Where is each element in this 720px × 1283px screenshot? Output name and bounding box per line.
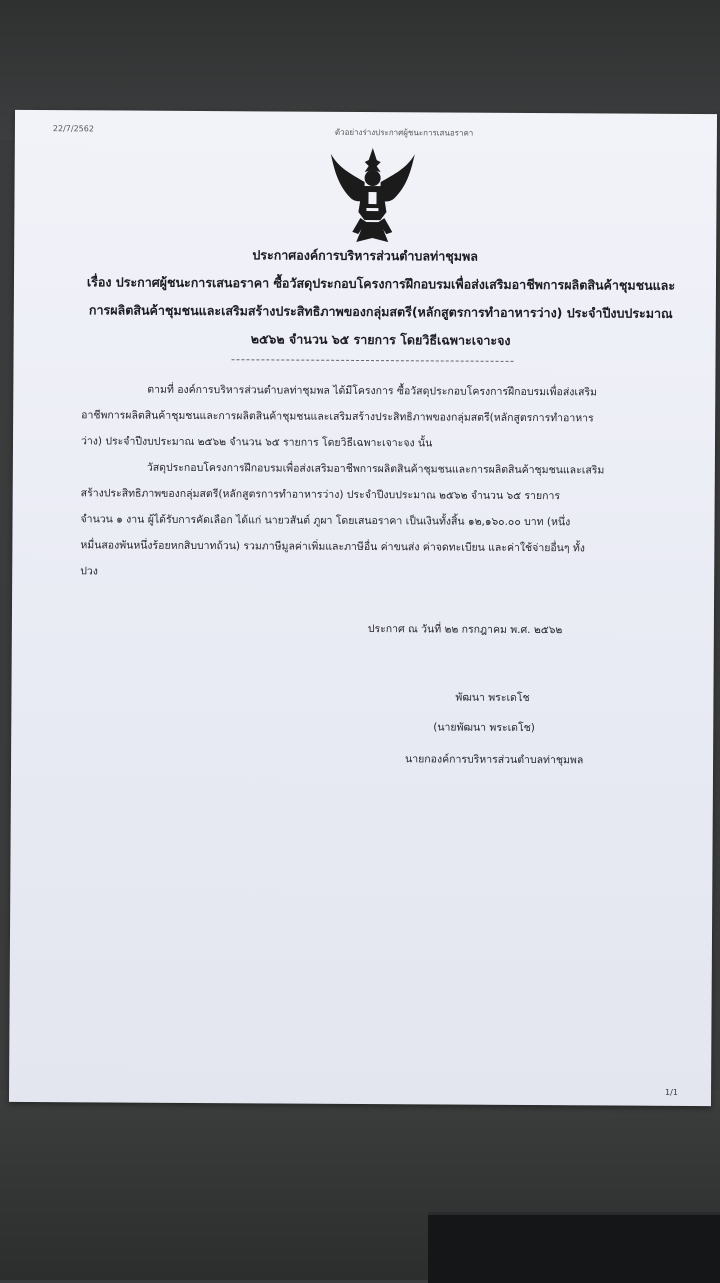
document-page [9, 110, 717, 1106]
announce-date: ประกาศ ณ วันที่ ๒๒ กรกฎาคม พ.ศ. ๒๕๖๒ [367, 623, 563, 637]
signer-position: นายกองค์การบริหารส่วนตำบลท่าชุมพล [405, 753, 584, 767]
subject-line-3: ๒๕๖๒ จำนวน ๖๕ รายการ โดยวิธีเฉพาะเจาะจง [250, 331, 511, 348]
dark-object [428, 1212, 720, 1283]
paragraph2-line-3: จำนวน ๑ งาน ผู้ได้รับการคัดเลือก ได้แก่ นายวสันต์ ภูผา โดยเสนอราคา เป็นเงินทั้งสิ้น ๑๒,๑๖๐.๐๐ บาท (หนึ่ง [80, 513, 571, 529]
paragraph1-line-3: ว่าง) ประจำปีงบประมาณ ๒๕๖๒ จำนวน ๖๕ รายการ โดยวิธีเฉพาะเจาะจง นั้น [80, 435, 433, 450]
subject-line-2: การผลิตสินค้าชุมชนและเสริมสร้างประสิทธิภาพของกลุ่มสตรี(หลักสูตรการทำอาหารว่าง) ประจำปีงบประมาณ [88, 302, 673, 321]
paragraph2-line-4: หมื่นสองพันหนึ่งร้อยหกสิบบาทถ้วน) รวมภาษีมูลค่าเพิ่มและภาษีอื่น ค่าขนส่ง ค่าจดทะเบียน และค่าใช้จ่ายอื่นๆ ทั้ง [80, 539, 585, 555]
paragraph2-line-2: สร้างประสิทธิภาพของกลุ่มสตรี(หลักสูตรการทำอาหารว่าง) ประจำปีงบประมาณ ๒๕๖๒ จำนวน ๖๕ รายการ [80, 487, 561, 503]
paragraph2-line-5: ปวง [80, 565, 98, 578]
subject-line-1: เรื่อง ประกาศผู้ชนะการเสนอราคา ซื้อวัสดุประกอบโครงการฝึกอบรมเพื่อส่งเสริมอาชีพการผลิตสินค้าชุมชนและ [86, 274, 676, 293]
divider [232, 359, 514, 362]
document-title: ประกาศองค์การบริหารส่วนตำบลท่าชุมพล [252, 247, 478, 264]
signed-name: พัฒนา พระเดโช [455, 691, 530, 705]
printed-name: (นายพัฒนา พระเดโช) [433, 721, 535, 735]
header-note: ตัวอย่างร่างประกาศผู้ชนะการเสนอราคา [334, 127, 474, 138]
paragraph1-line-1: ตามที่ องค์การบริหารส่วนตำบลท่าชุมพล ได้มีโครงการ ซื้อวัสดุประกอบโครงการฝึกอบรมเพื่อส่งเสริม [147, 383, 598, 399]
paragraph1-line-2: อาชีพการผลิตสินค้าชุมชนและการผลิตสินค้าชุมชนและเสริมสร้างประสิทธิภาพของกลุ่มสตรี(หลักสูตรการทำอาหาร [81, 409, 594, 425]
paragraph2-line-1: วัสดุประกอบโครงการฝึกอบรมเพื่อส่งเสริมอาชีพการผลิตสินค้าชุมชนและการผลิตสินค้าชุมชนและเสริม [146, 461, 605, 477]
page-number: 1/1 [665, 1087, 678, 1097]
header-date: 22/7/2562 [52, 124, 94, 134]
garuda-emblem-icon [324, 146, 421, 251]
